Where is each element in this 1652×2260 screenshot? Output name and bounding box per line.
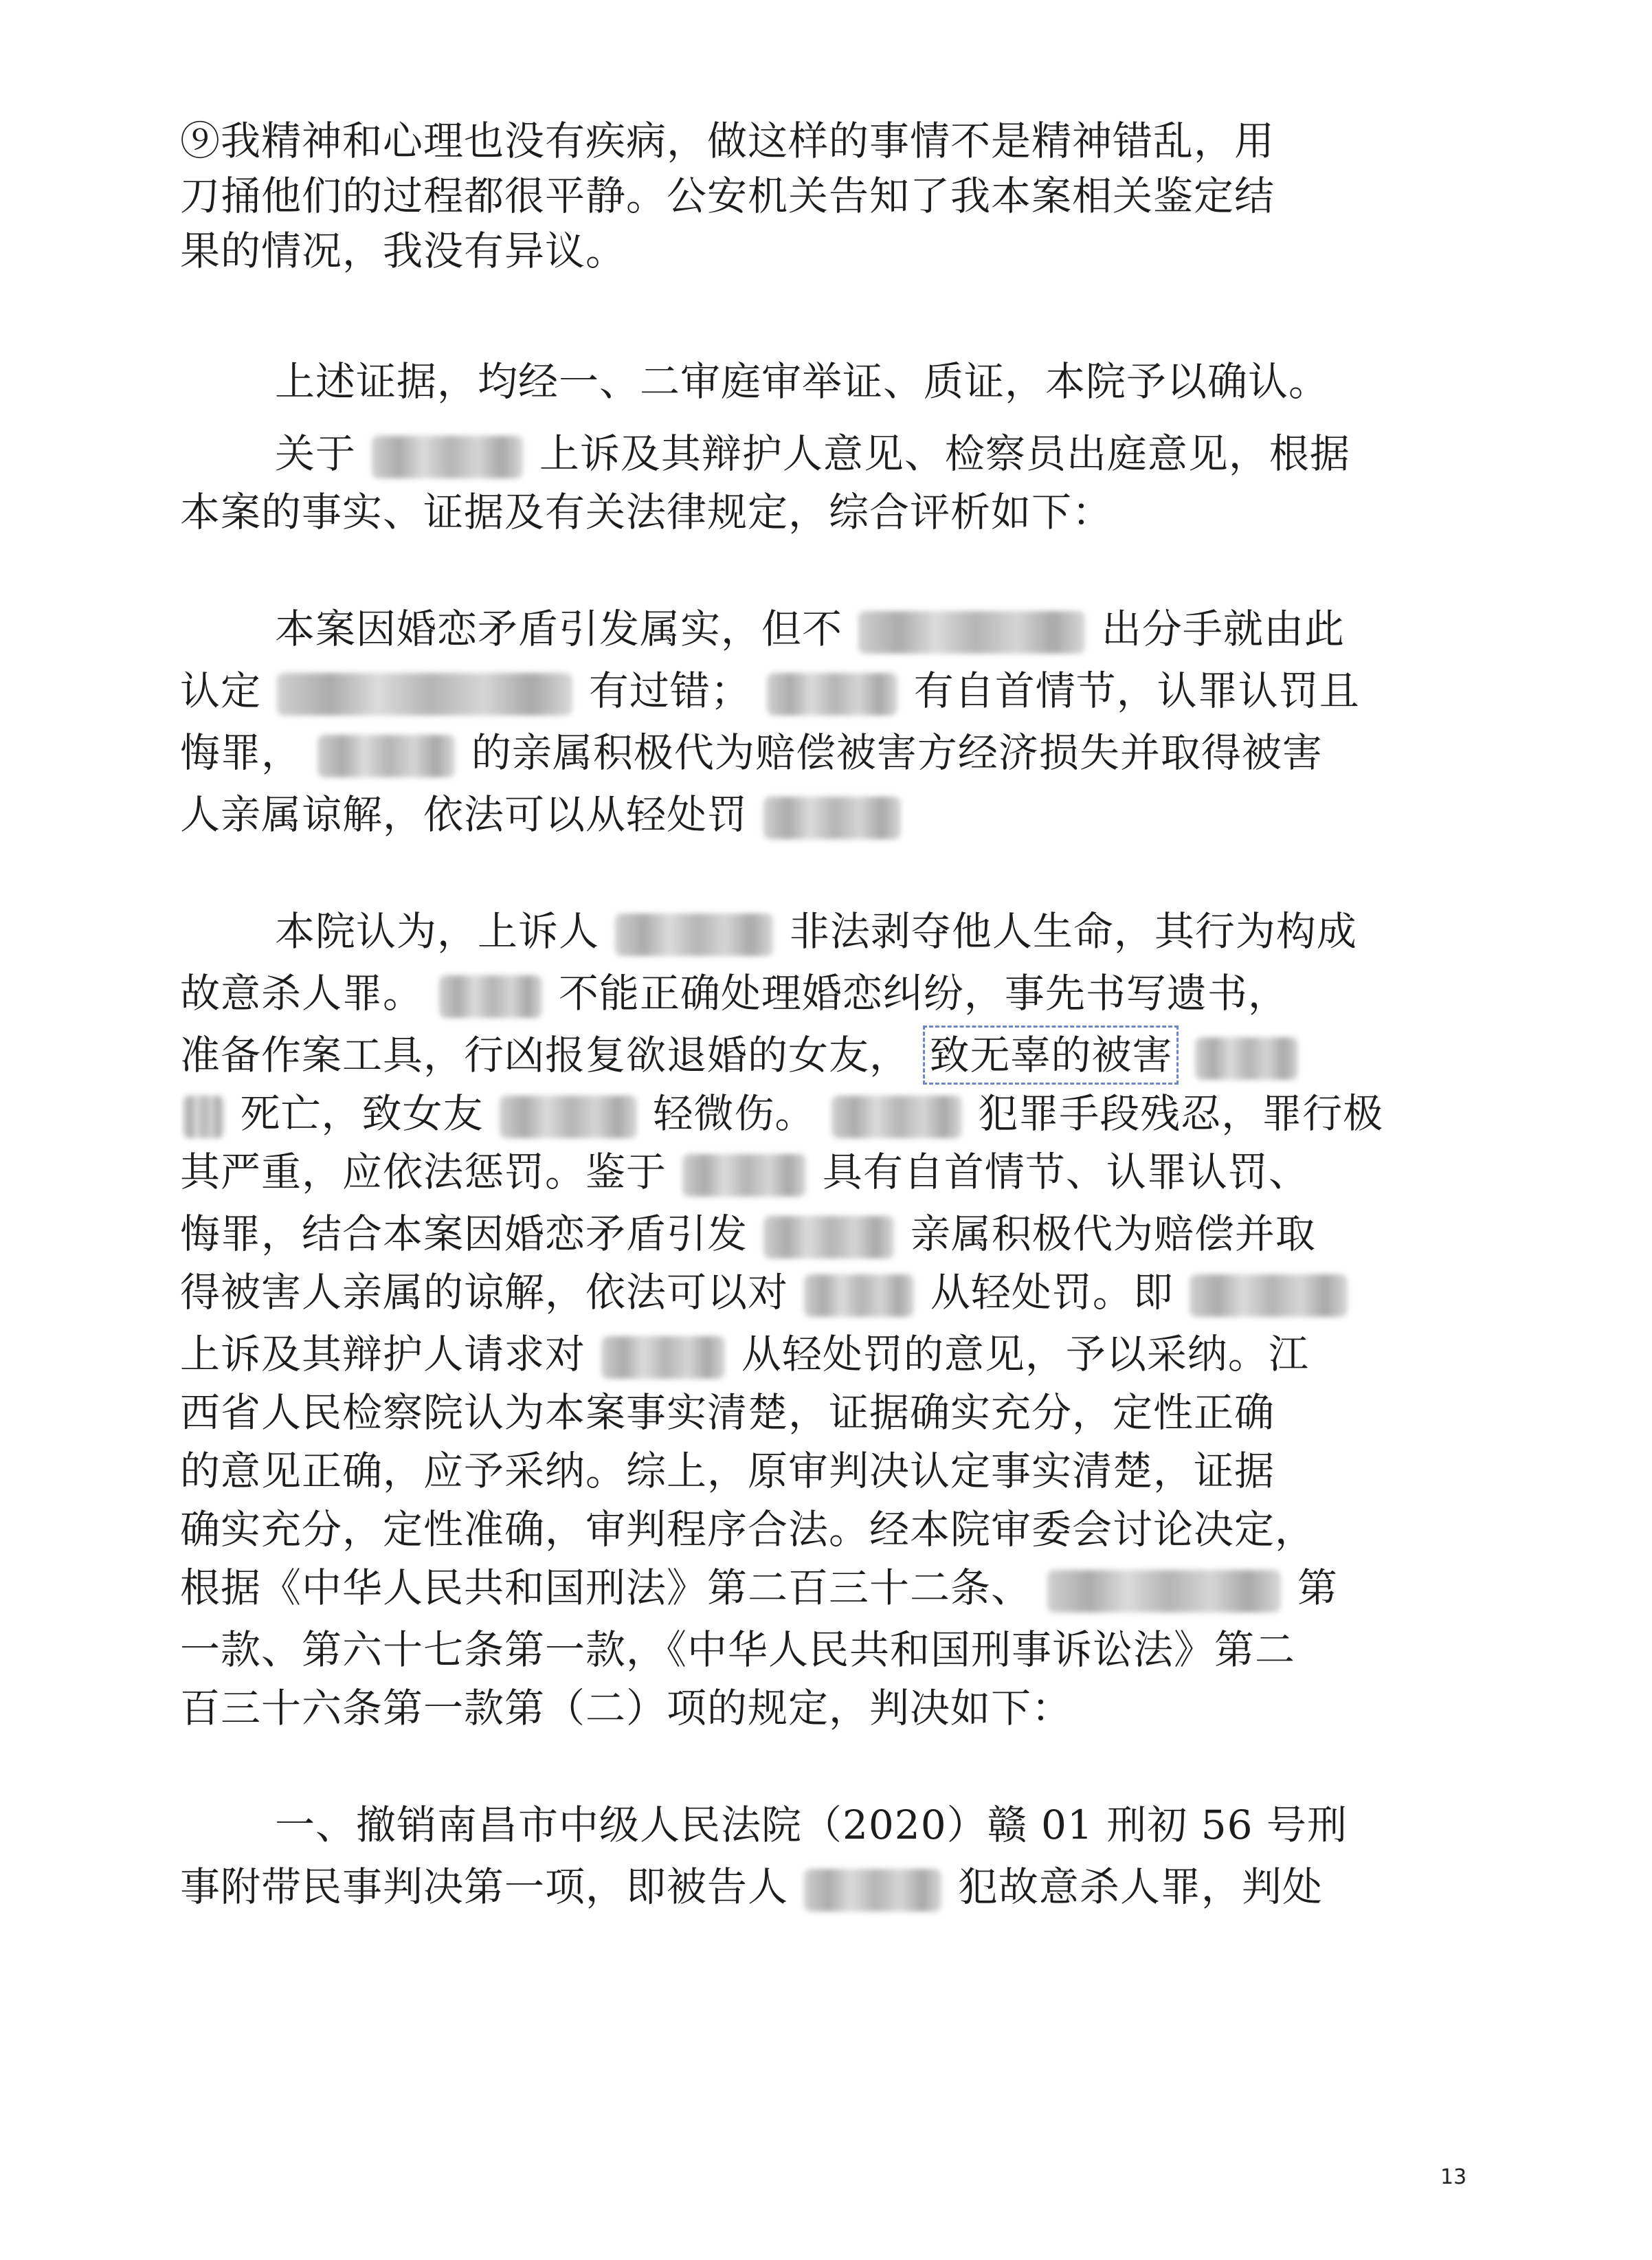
- redacted-name: [615, 913, 773, 956]
- text-segment: 有自首情节，认罪认罚且: [913, 667, 1360, 714]
- text-segment: 本案的事实、证据及有关法律规定，综合评析如下：: [180, 489, 1113, 535]
- text-line: [180, 1670, 1472, 1746]
- redacted-name: [831, 1096, 962, 1138]
- text-segment: 西省人民检察院认为本案事实清楚，证据确实充分，定性正确: [180, 1389, 1275, 1436]
- redacted-name: [1195, 1037, 1298, 1080]
- text-segment: 的亲属积极代为赔偿被害方经济损失并取得被害: [471, 729, 1323, 776]
- text-segment: 本院认为，上诉人: [275, 908, 600, 955]
- text-segment: 具有自首情节、认罪认罚、: [822, 1149, 1309, 1195]
- text-segment: 轻微伤。: [653, 1090, 816, 1137]
- text-segment: 第: [1297, 1564, 1338, 1611]
- text-segment: 死亡，致女友: [240, 1090, 484, 1137]
- text-segment: 刀捅他们的过程都很平静。公安机关告知了我本案相关鉴定结: [180, 173, 1275, 219]
- text-segment: 从轻处罚。即: [930, 1269, 1174, 1316]
- text-segment: 人亲属谅解，依法可以从轻处罚: [180, 791, 748, 838]
- redacted-name: [439, 975, 542, 1018]
- text-segment: 一、撤销南昌市中级人民法院（2020）赣 01 刑初 56 号刑: [275, 1802, 1348, 1848]
- redacted-name: [372, 436, 523, 478]
- redacted-text: [763, 797, 901, 839]
- text-line: [180, 777, 1472, 852]
- redacted-name: [500, 1096, 637, 1138]
- text-segment: 致无辜的被害: [929, 1032, 1173, 1078]
- text-segment: 准备作案工具，行凶报复欲退婚的女友，: [180, 1032, 911, 1078]
- text-segment: 得被害人亲属的谅解，依法可以对: [180, 1269, 789, 1316]
- text-segment: 一款、第六十七条第一款，《中华人民共和国刑事诉讼法》第二: [180, 1626, 1296, 1673]
- text-segment: 不能正确处理婚恋纠纷，事先书写遗书，: [558, 970, 1288, 1017]
- text-segment: 犯故意杀人罪，判处: [957, 1863, 1323, 1910]
- redacted-name: [183, 1096, 224, 1138]
- text-segment: 悔罪，结合本案因婚恋矛盾引发: [180, 1210, 748, 1257]
- text-segment: 认定: [180, 667, 262, 714]
- text-segment: 悔罪，: [180, 729, 302, 776]
- redacted-name: [804, 1274, 914, 1317]
- redacted-name: [317, 735, 455, 777]
- redacted-name: [804, 1869, 941, 1912]
- text-segment: 非法剥夺他人生命，其行为构成: [789, 908, 1357, 955]
- text-segment: 关于: [275, 430, 357, 477]
- redacted-name: [277, 673, 572, 716]
- text-segment: ⑨我精神和心理也没有疾病，做这样的事情不是精神错乱，用: [180, 118, 1275, 164]
- text-segment: 从轻处罚的意见，予以采纳。江: [741, 1331, 1309, 1377]
- text-segment: 上诉及其辩护人请求对: [180, 1331, 586, 1377]
- text-line: [275, 344, 1567, 419]
- text-segment: 上述证据，均经一、二审庭审举证、质证，本院予以确认。: [275, 358, 1330, 405]
- text-segment: 有过错；: [588, 667, 751, 714]
- redacted-name: [682, 1154, 806, 1197]
- text-segment: 根据《中华人民共和国刑法》第二百三十二条、: [180, 1564, 1032, 1611]
- text-segment: 故意杀人罪。: [180, 970, 424, 1017]
- text-segment: 犯罪手段残忍，罪行极: [978, 1090, 1384, 1137]
- text-line: [180, 474, 1472, 550]
- redacted-text: [1047, 1570, 1281, 1613]
- text-segment: 事附带民事判决第一项，即被告人: [180, 1863, 789, 1910]
- text-segment: 亲属积极代为赔偿并取: [910, 1210, 1316, 1257]
- redacted-name: [767, 673, 897, 716]
- page-number: 13: [1440, 2165, 1467, 2189]
- redacted-name: [601, 1336, 725, 1379]
- text-segment: 果的情况，我没有异议。: [180, 228, 627, 274]
- redacted-name: [858, 611, 1085, 654]
- text-segment: 上诉及其辩护人意见、检察员出庭意见，根据: [539, 430, 1350, 477]
- text-segment: 出分手就由此: [1101, 606, 1345, 652]
- text-segment: 百三十六条第一款第（二）项的规定，判决如下：: [180, 1685, 1073, 1731]
- text-line: [180, 1849, 1472, 1925]
- redacted-name: [763, 1216, 894, 1259]
- text-segment: 确实充分，定性准确，审判程序合法。经本院审委会讨论决定，: [180, 1506, 1316, 1553]
- redacted-name: [1190, 1274, 1348, 1317]
- text-segment: 本案因婚恋矛盾引发属实，但不: [275, 606, 843, 652]
- text-line: [180, 213, 1472, 289]
- text-segment: 其严重，应依法惩罚。鉴于: [180, 1149, 667, 1195]
- text-segment: 的意见正确，应予采纳。综上，原审判决认定事实清楚，证据: [180, 1448, 1275, 1494]
